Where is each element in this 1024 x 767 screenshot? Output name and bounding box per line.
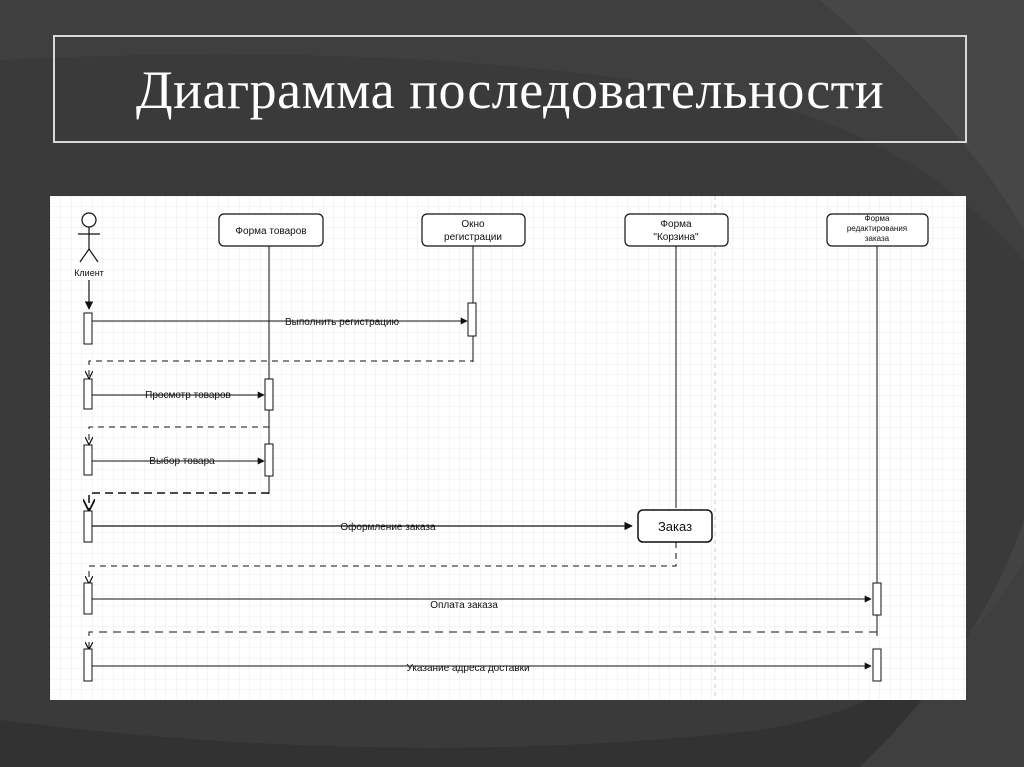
client-activation-6: [84, 649, 92, 681]
actor-label: Клиент: [74, 268, 104, 278]
message-delivery-label: Указание адреса доставки: [406, 663, 530, 674]
lifeline-goods-label: Форма товаров: [235, 226, 307, 237]
lifeline-registration-label-2: регистрации: [444, 232, 502, 243]
diagram-grid: [50, 196, 966, 700]
lifeline-cart-label-1: Форма: [660, 219, 692, 230]
lifeline-cart-label-2: "Корзина": [653, 232, 699, 243]
message-payment-label: Оплата заказа: [430, 600, 498, 611]
client-activation-1: [84, 313, 92, 344]
message-place-order-label: Оформление заказа: [340, 522, 436, 533]
client-activation-2: [84, 379, 92, 409]
edit-activation-1: [873, 583, 881, 615]
client-activation-3: [84, 445, 92, 475]
slide-title: Диаграмма последовательности: [135, 60, 885, 120]
lifeline-edit-label-1: Форма: [864, 214, 890, 223]
goods-activation-2: [265, 444, 273, 476]
client-activation-4: [84, 511, 92, 542]
order-box-label: Заказ: [657, 519, 693, 534]
sequence-diagram: [50, 196, 966, 700]
edit-activation-2: [873, 649, 881, 681]
lifeline-edit-label-3: заказа: [864, 234, 890, 243]
actor-head: [82, 213, 96, 227]
client-activation-5: [84, 583, 92, 614]
goods-activation-1: [265, 379, 273, 410]
lifeline-registration-label-1: Окно: [461, 219, 485, 230]
message-registration-label: Выполнить регистрацию: [285, 317, 399, 328]
registration-activation: [468, 303, 476, 336]
lifeline-edit-label-2: редактирования: [846, 224, 908, 233]
title-frame: [53, 35, 967, 143]
diagram-canvas: [50, 196, 966, 700]
message-view-goods-label: Просмотр товаров: [145, 390, 231, 401]
message-select-item-label: Выбор товара: [149, 456, 215, 467]
